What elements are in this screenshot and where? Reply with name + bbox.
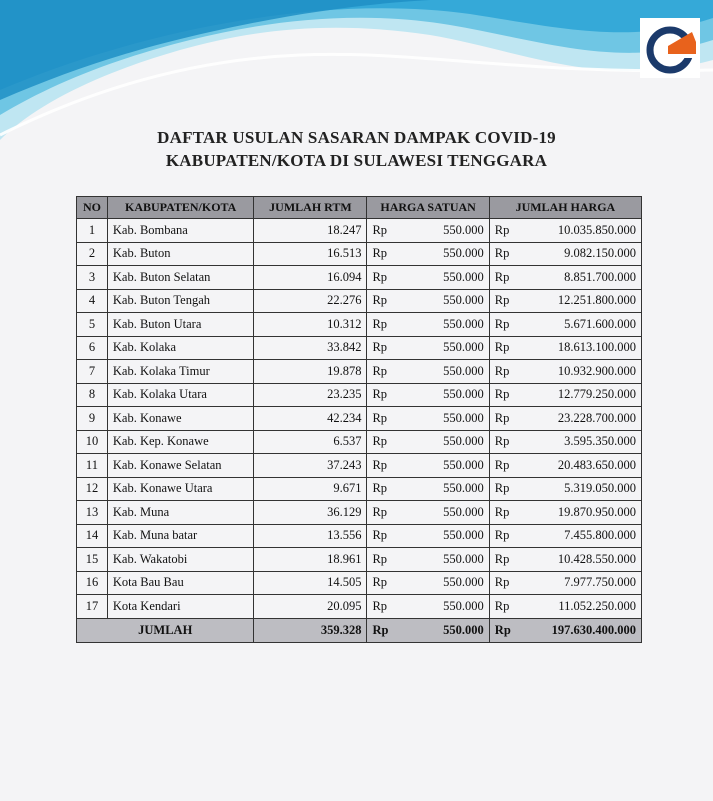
row-number: 1	[77, 219, 108, 243]
unit-price: 550.000	[397, 360, 489, 384]
rtm-count: 36.129	[254, 501, 367, 525]
document-title: DAFTAR USULAN SASARAN DAMPAK COVID-19	[157, 128, 556, 147]
unit-price: 550.000	[397, 595, 489, 619]
circle-arrow-logo-icon	[640, 18, 700, 78]
table-row	[77, 571, 642, 595]
currency-total: Rp	[489, 242, 519, 266]
rtm-count: 42.234	[254, 407, 367, 431]
currency-total: Rp	[489, 477, 519, 501]
unit-price: 550.000	[397, 571, 489, 595]
currency-unit: Rp	[367, 266, 397, 290]
rtm-count: 13.556	[254, 524, 367, 548]
total-price: 18.613.100.000	[520, 336, 642, 360]
row-number: 7	[77, 360, 108, 384]
rtm-count: 37.243	[254, 454, 367, 478]
currency-unit: Rp	[367, 313, 397, 337]
row-number: 15	[77, 548, 108, 572]
unit-price: 550.000	[397, 289, 489, 313]
total-price: 12.251.800.000	[520, 289, 642, 313]
currency-unit: Rp	[367, 548, 397, 572]
currency-total: Rp	[489, 266, 519, 290]
total-price: 7.977.750.000	[520, 571, 642, 595]
region-name: Kota Kendari	[107, 595, 254, 619]
currency-unit: Rp	[367, 477, 397, 501]
currency-total: Rp	[489, 360, 519, 384]
region-name: Kab. Konawe	[107, 407, 254, 431]
currency-total: Rp	[489, 571, 519, 595]
unit-price: 550.000	[397, 454, 489, 478]
table-row	[77, 430, 642, 454]
target-list-table	[76, 196, 642, 643]
total-price: 9.082.150.000	[520, 242, 642, 266]
organization-logo	[640, 18, 700, 78]
region-name: Kab. Muna batar	[107, 524, 254, 548]
total-price: 12.779.250.000	[520, 383, 642, 407]
table-row	[77, 219, 642, 243]
total-price: 5.671.600.000	[520, 313, 642, 337]
rtm-count: 16.513	[254, 242, 367, 266]
currency-unit: Rp	[367, 383, 397, 407]
column-header-region: KABUPATEN/KOTA	[107, 197, 254, 219]
total-price: 10.932.900.000	[520, 360, 642, 384]
row-number: 12	[77, 477, 108, 501]
currency-unit: Rp	[367, 242, 397, 266]
currency-unit: Rp	[367, 407, 397, 431]
row-number: 3	[77, 266, 108, 290]
rtm-count: 16.094	[254, 266, 367, 290]
total-price: 19.870.950.000	[520, 501, 642, 525]
unit-price: 550.000	[397, 383, 489, 407]
table-row	[77, 336, 642, 360]
table-row	[77, 313, 642, 337]
region-name: Kab. Kolaka	[107, 336, 254, 360]
total-unit-price: 550.000	[397, 618, 489, 642]
total-price: 3.595.350.000	[520, 430, 642, 454]
currency-unit: Rp	[367, 289, 397, 313]
row-number: 4	[77, 289, 108, 313]
total-currency-sum: Rp	[489, 618, 519, 642]
unit-price: 550.000	[397, 266, 489, 290]
unit-price: 550.000	[397, 524, 489, 548]
region-name: Kab. Kolaka Timur	[107, 360, 254, 384]
total-price: 5.319.050.000	[520, 477, 642, 501]
table-row	[77, 501, 642, 525]
rtm-count: 33.842	[254, 336, 367, 360]
rtm-count: 18.961	[254, 548, 367, 572]
currency-unit: Rp	[367, 360, 397, 384]
currency-unit: Rp	[367, 454, 397, 478]
row-number: 10	[77, 430, 108, 454]
total-price: 11.052.250.000	[520, 595, 642, 619]
currency-unit: Rp	[367, 595, 397, 619]
currency-total: Rp	[489, 407, 519, 431]
unit-price: 550.000	[397, 407, 489, 431]
table-row	[77, 454, 642, 478]
row-number: 13	[77, 501, 108, 525]
rtm-count: 19.878	[254, 360, 367, 384]
currency-unit: Rp	[367, 219, 397, 243]
table-header-row	[77, 197, 642, 219]
row-number: 2	[77, 242, 108, 266]
rtm-count: 10.312	[254, 313, 367, 337]
column-header-total-price: JUMLAH HARGA	[489, 197, 641, 219]
table-row	[77, 524, 642, 548]
row-number: 11	[77, 454, 108, 478]
unit-price: 550.000	[397, 242, 489, 266]
grand-total: 197.630.400.000	[520, 618, 642, 642]
total-label: JUMLAH	[77, 618, 254, 642]
rtm-count: 14.505	[254, 571, 367, 595]
currency-total: Rp	[489, 336, 519, 360]
table-row	[77, 242, 642, 266]
row-number: 14	[77, 524, 108, 548]
row-number: 8	[77, 383, 108, 407]
region-name: Kab. Buton Utara	[107, 313, 254, 337]
currency-total: Rp	[489, 383, 519, 407]
unit-price: 550.000	[397, 501, 489, 525]
currency-unit: Rp	[367, 430, 397, 454]
row-number: 16	[77, 571, 108, 595]
currency-total: Rp	[489, 501, 519, 525]
table-row	[77, 407, 642, 431]
table-row	[77, 289, 642, 313]
document-subtitle: KABUPATEN/KOTA DI SULAWESI TENGGARA	[165, 151, 548, 170]
currency-total: Rp	[489, 219, 519, 243]
currency-unit: Rp	[367, 501, 397, 525]
region-name: Kab. Buton Tengah	[107, 289, 254, 313]
region-name: Kab. Buton	[107, 242, 254, 266]
currency-total: Rp	[489, 454, 519, 478]
table-row	[77, 360, 642, 384]
currency-total: Rp	[489, 595, 519, 619]
table-row	[77, 383, 642, 407]
currency-unit: Rp	[367, 524, 397, 548]
total-price: 8.851.700.000	[520, 266, 642, 290]
table-total-row	[77, 618, 642, 642]
region-name: Kab. Kolaka Utara	[107, 383, 254, 407]
unit-price: 550.000	[397, 313, 489, 337]
unit-price: 550.000	[397, 548, 489, 572]
column-header-rtm: JUMLAH RTM	[254, 197, 367, 219]
total-currency-unit: Rp	[367, 618, 397, 642]
region-name: Kab. Buton Selatan	[107, 266, 254, 290]
region-name: Kab. Kep. Konawe	[107, 430, 254, 454]
row-number: 6	[77, 336, 108, 360]
total-price: 10.035.850.000	[520, 219, 642, 243]
currency-total: Rp	[489, 430, 519, 454]
table-row	[77, 266, 642, 290]
total-price: 23.228.700.000	[520, 407, 642, 431]
rtm-count: 9.671	[254, 477, 367, 501]
region-name: Kab. Konawe Utara	[107, 477, 254, 501]
total-price: 10.428.550.000	[520, 548, 642, 572]
rtm-count: 6.537	[254, 430, 367, 454]
rtm-count: 18.247	[254, 219, 367, 243]
region-name: Kota Bau Bau	[107, 571, 254, 595]
region-name: Kab. Bombana	[107, 219, 254, 243]
currency-unit: Rp	[367, 571, 397, 595]
total-price: 7.455.800.000	[520, 524, 642, 548]
unit-price: 550.000	[397, 477, 489, 501]
total-rtm: 359.328	[254, 618, 367, 642]
table-row	[77, 595, 642, 619]
table-row	[77, 548, 642, 572]
row-number: 9	[77, 407, 108, 431]
rtm-count: 22.276	[254, 289, 367, 313]
region-name: Kab. Konawe Selatan	[107, 454, 254, 478]
currency-total: Rp	[489, 548, 519, 572]
row-number: 5	[77, 313, 108, 337]
rtm-count: 20.095	[254, 595, 367, 619]
unit-price: 550.000	[397, 336, 489, 360]
column-header-unit-price: HARGA SATUAN	[367, 197, 489, 219]
currency-total: Rp	[489, 524, 519, 548]
column-header-no: NO	[77, 197, 108, 219]
total-price: 20.483.650.000	[520, 454, 642, 478]
currency-total: Rp	[489, 313, 519, 337]
unit-price: 550.000	[397, 219, 489, 243]
row-number: 17	[77, 595, 108, 619]
currency-total: Rp	[489, 289, 519, 313]
table-row	[77, 477, 642, 501]
region-name: Kab. Muna	[107, 501, 254, 525]
rtm-count: 23.235	[254, 383, 367, 407]
unit-price: 550.000	[397, 430, 489, 454]
region-name: Kab. Wakatobi	[107, 548, 254, 572]
currency-unit: Rp	[367, 336, 397, 360]
